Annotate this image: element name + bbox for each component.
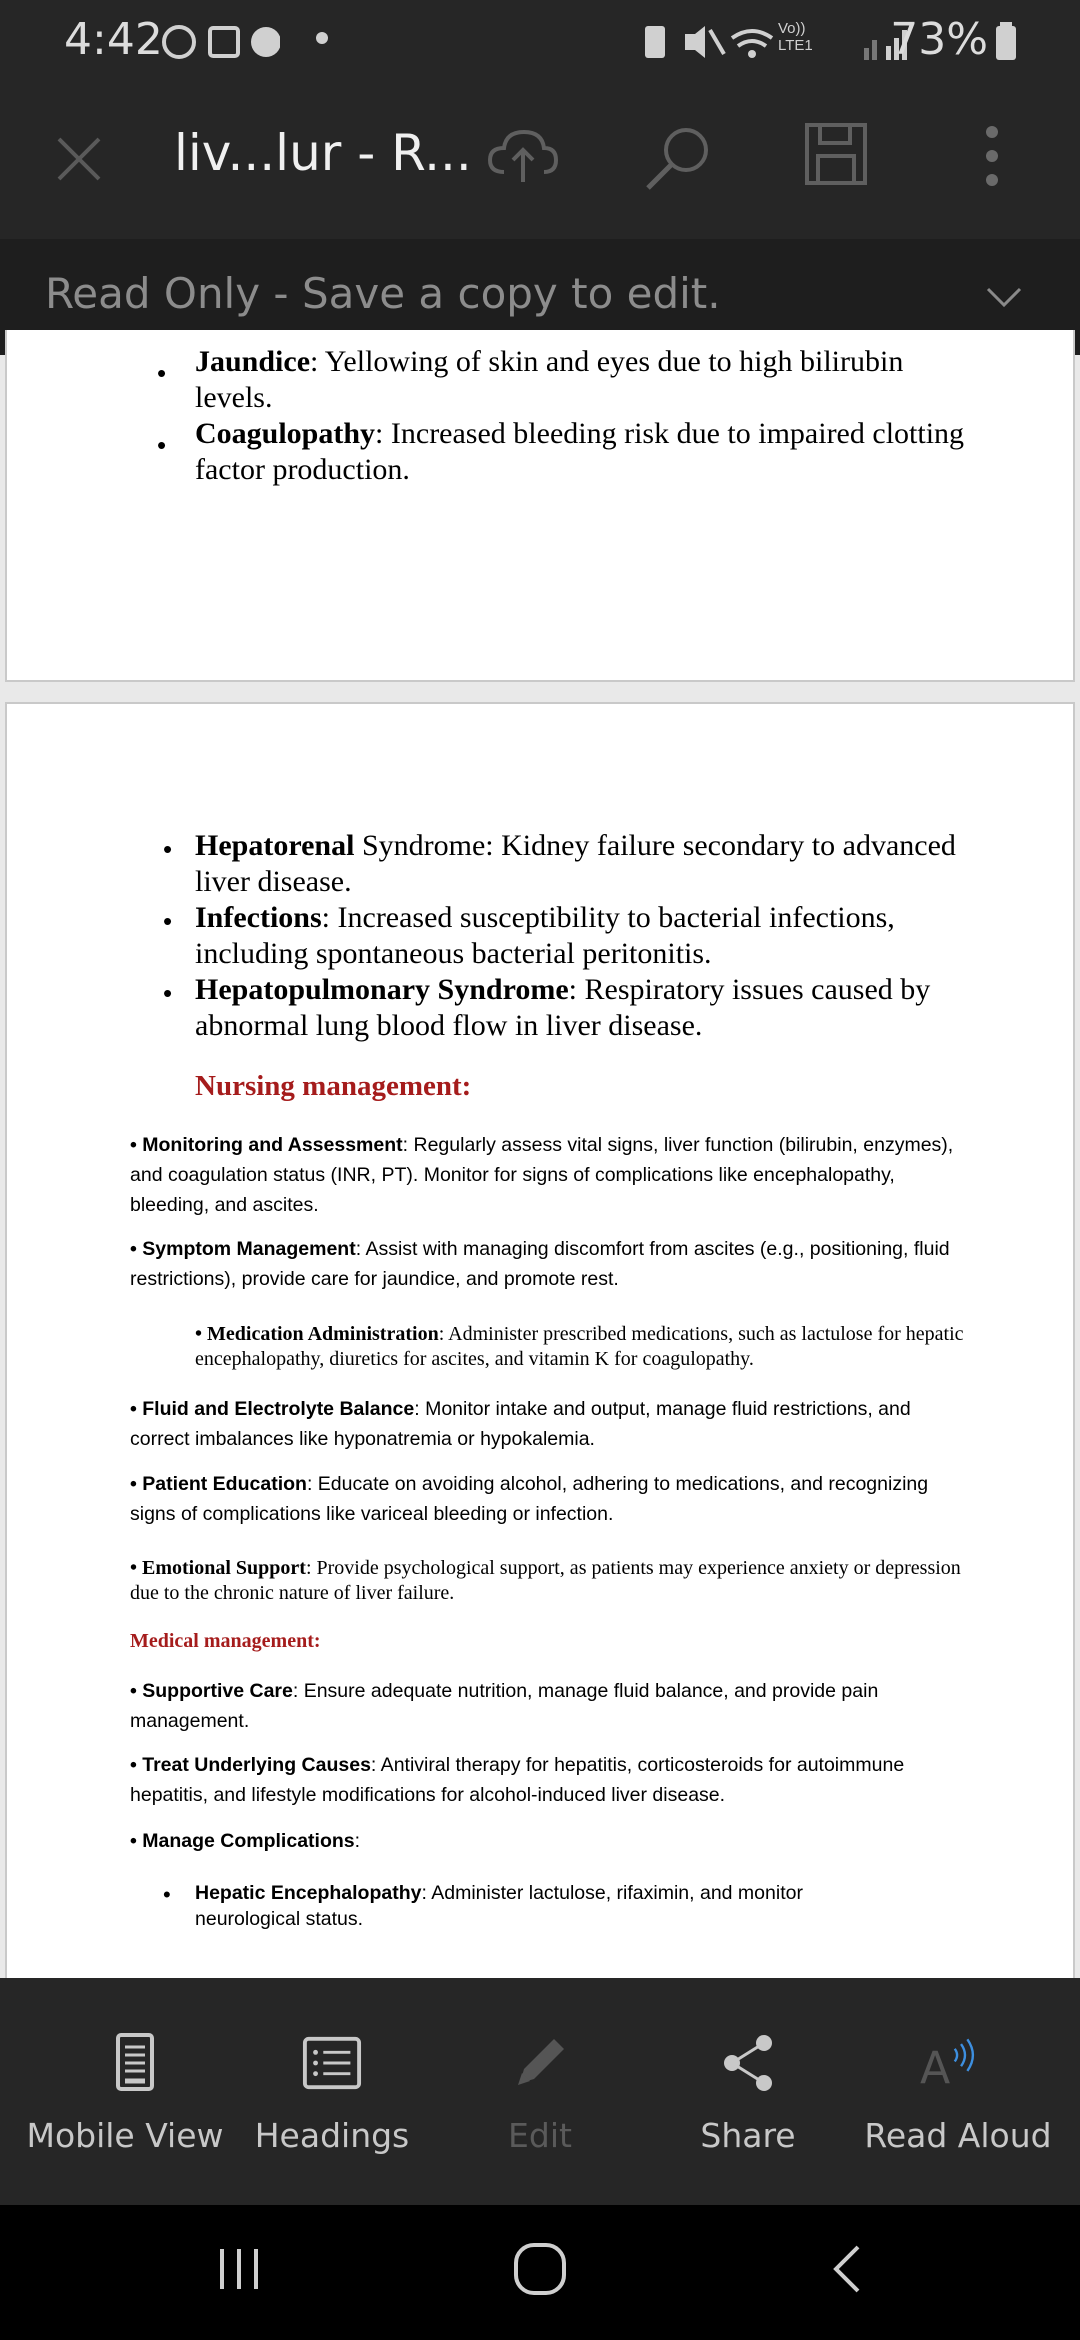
bullet: • (157, 358, 167, 388)
share-button[interactable] (640, 1978, 856, 2205)
nursing-item-emotional: • Emotional Support: Provide psychological support, as patients may experience anxiety or depression due to the chronic nature of liver failure. (130, 1557, 961, 1604)
app-toolbar (0, 84, 1080, 239)
complication-hepatopulmonary: Hepatopulmonary Syndrome: Respiratory issues caused by abnormal lung blood flow in liver disease. (195, 973, 931, 1042)
notification-icons (160, 22, 280, 62)
edit-label: Edit (508, 2116, 572, 2155)
document-page-2 (5, 702, 1075, 2002)
mobile-view-label: Mobile View (26, 2116, 224, 2155)
nursing-item-symptom: • Symptom Management: Assist with managing discomfort from ascites (e.g., positioning, fluid restrictions), provide care for jaundice, and promote rest. (130, 1238, 950, 1290)
share-icon (718, 2033, 778, 2093)
document-title[interactable]: liv...lur - R... (174, 124, 472, 182)
headings-button[interactable] (224, 1978, 440, 2205)
more-options-icon[interactable] (984, 124, 1000, 188)
read-only-message: Read Only - Save a copy to edit. (45, 269, 721, 318)
pencil-icon (510, 2033, 570, 2093)
bullet: • (163, 834, 173, 864)
bullet: • (163, 906, 173, 936)
svg-text:A: A (920, 2043, 951, 2093)
nursing-management-heading: Nursing management: (195, 1070, 472, 1102)
nursing-item-education: • Patient Education: Educate on avoiding alcohol, adhering to medications, and recognizing signs of complications like variceal bleeding or infection. (130, 1473, 929, 1525)
home-icon[interactable] (512, 2241, 568, 2297)
save-icon[interactable] (804, 122, 868, 186)
status-time: 4:42 (64, 14, 163, 65)
close-icon[interactable] (54, 134, 104, 184)
medical-item-supportive: • Supportive Care: Ensure adequate nutrition, manage fluid balance, and provide pain management. (130, 1680, 879, 1732)
back-icon[interactable] (828, 2243, 864, 2295)
bullet: • (163, 1882, 171, 1907)
chevron-down-icon[interactable] (986, 287, 1022, 309)
mobile-view-button[interactable] (17, 1978, 233, 2205)
nursing-item-medication: • Medication Administration: Administer prescribed medications, such as lactulose for hepatic encephalopathy, diuretics for ascites, and vitamin K for coagulopathy. (195, 1323, 964, 1370)
medical-item-underlying: • Treat Underlying Causes: Antiviral therapy for hepatitis, corticosteroids for autoimmune hepatitis, and lifestyle modifications for alcohol-induced liver disease. (130, 1754, 905, 1806)
headings-label: Headings (254, 2116, 410, 2155)
system-navigation-bar (0, 2205, 1080, 2340)
read-aloud-icon (920, 2033, 980, 2093)
edit-button[interactable] (432, 1978, 648, 2205)
bullet: • (163, 978, 173, 1008)
more-notifications-dot (316, 32, 328, 44)
nursing-item-fluid: • Fluid and Electrolyte Balance: Monitor intake and output, manage fluid restrictions, and correct imbalances like hyponatremia or hypokalemia. (130, 1398, 911, 1450)
network-label: Vo)) LTE1 (778, 20, 813, 54)
bottom-action-bar (0, 1978, 1080, 2205)
medical-item-complications: • Manage Complications: (130, 1830, 361, 1852)
complication-infections: Infections: Increased susceptibility to bacterial infections, including spontaneous bacterial peritonitis. (195, 901, 895, 970)
battery-icon (994, 22, 1018, 62)
search-icon[interactable] (644, 122, 716, 194)
page1-item-coagulopathy: Coagulopathy: Increased bleeding risk due to impaired clotting factor production. (195, 417, 965, 486)
nursing-item-monitoring: • Monitoring and Assessment: Regularly assess vital signs, liver function (bilirubin, enzymes), and coagulation status (INR, PT). Monitor for signs of complications like encephalopathy, bleeding, and ascites. (130, 1134, 954, 1216)
bullet: • (157, 430, 167, 460)
complication-hepatorenal: Hepatorenal Syndrome: Kidney failure secondary to advanced liver disease. (195, 829, 956, 898)
read-aloud-label: Read Aloud (864, 2116, 1052, 2155)
page1-item-jaundice: Jaundice: Yellowing of skin and eyes due to high bilirubin levels. (195, 345, 904, 414)
battery-percent: 73% (890, 14, 988, 65)
recent-apps-icon[interactable] (216, 2245, 262, 2291)
document-page-1 (5, 330, 1075, 682)
status-bar (0, 0, 1080, 84)
share-label: Share (700, 2116, 796, 2155)
sub-item-hepatic-encephalopathy: Hepatic Encephalopathy: Administer lactulose, rifaximin, and monitor neurological status. (195, 1882, 803, 1930)
read-aloud-button[interactable] (850, 1978, 1066, 2205)
mobile-view-icon (105, 2033, 165, 2093)
headings-icon (302, 2033, 362, 2093)
cloud-upload-icon[interactable] (486, 120, 560, 194)
medical-management-heading: Medical management: (130, 1630, 321, 1652)
